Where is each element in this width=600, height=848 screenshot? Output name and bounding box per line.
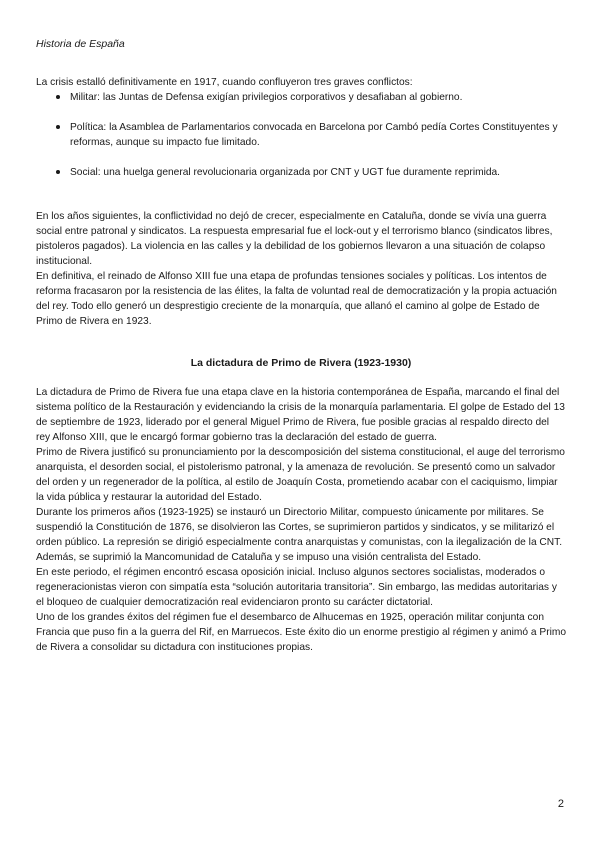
list-item — [36, 90, 566, 105]
list-item-text: Militar: las Juntas de Defensa exigían privilegios corporativos y desafiaban al gobierno. — [70, 92, 463, 103]
body-paragraph: En este periodo, el régimen encontró escasa oposición inicial. Incluso algunos sectores socialistas, moderados o regeneracionistas vieron con simpatía esta “solución autoritaria transitoria”. Sin embargo, las medidas autoritarias y el bloqueo de cualquier democratización real evidenciaron pronto su carácter dictatorial. — [36, 567, 557, 608]
body-paragraph: En definitiva, el reinado de Alfonso XIII fue una etapa de profundas tensiones sociales y políticas. Los intentos de reforma fracasaron por la resistencia de las élites, la falta de voluntad real de democratización y la propia actuación del rey. Todo ello generó un desprestigio creciente de la monarquía, que allanó el camino al golpe de Estado de Primo de Rivera en 1923. — [36, 271, 557, 327]
bullet-icon — [56, 95, 60, 99]
body-paragraph: La dictadura de Primo de Rivera fue una etapa clave en la historia contemporánea de España, marcando el final del sistema político de la Restauración y evidenciando la crisis de la monarquía parlamentaria. El golpe de Estado del 13 de septiembre de 1923, liderado por el general Miguel Primo de Rivera, fue posible gracias al respaldo directo del rey Alfonso XIII, que le encargó formar gobierno tras la declaración del estado de guerra. — [36, 387, 565, 443]
list-item-text: Política: la Asamblea de Parlamentarios convocada en Barcelona por Cambó pedía Cortes Constituyentes y reformas, aunque su impacto fue limitado. — [70, 122, 558, 148]
list-item-text: Social: una huelga general revolucionaria organizada por CNT y UGT fue duramente reprimida. — [70, 167, 500, 178]
page-number: 2 — [557, 798, 564, 810]
body-paragraph: En los años siguientes, la conflictividad no dejó de crecer, especialmente en Cataluña, donde se vivía una guerra social entre patronal y sindicatos. La respuesta empresarial fue el lock-out y el terrorismo blanco (sindicatos libres, pistoleros pagados). La violencia en las calles y la debilidad de los gobiernos llevaron a una situación de colapso institucional. — [36, 211, 553, 267]
body-paragraph: Uno de los grandes éxitos del régimen fue el desembarco de Alhucemas en 1925, operación militar conjunta con Francia que puso fin a la guerra del Rif, en Marruecos. Este éxito dio un enorme prestigio al régimen y animó a Primo de Rivera a consolidar su dictadura con instituciones propias. — [36, 612, 567, 653]
body-paragraph: Primo de Rivera justificó su pronunciamiento por la descomposición del sistema constitucional, el auge del terrorismo anarquista, el desorden social, el pistolerismo patronal, y la amenaza de revolución. Se presentó como un salvador del orden y un regenerador de la política, al estilo de Joaquín Costa, prometiendo acabar con el caciquismo, limpiar la vida pública y restaurar la autoridad del Estado. — [36, 447, 565, 503]
intro-paragraph: La crisis estalló definitivamente en 1917, cuando confluyeron tres graves conflictos: — [36, 77, 413, 88]
section-heading: La dictadura de Primo de Rivera (1923-1930) — [190, 357, 412, 369]
bullet-icon — [56, 170, 60, 174]
document-body — [36, 75, 566, 655]
list-item — [36, 165, 566, 180]
bullet-icon — [56, 125, 60, 129]
body-paragraph: Durante los primeros años (1923-1925) se instauró un Directorio Militar, compuesto únicamente por militares. Se suspendió la Constitución de 1876, se disolvieron las Cortes, se suprimieron partidos y sindicatos, y se militarizó el orden público. La represión se dirigió especialmente contra anarquistas y comunistas, con la ilegalización de la CNT. Además, se suprimió la Mancomunidad de Cataluña y se impuso una visión centralista del Estado. — [36, 507, 563, 563]
list-item — [36, 120, 566, 150]
running-header: Historia de España — [36, 38, 125, 50]
conflict-list — [36, 90, 566, 180]
